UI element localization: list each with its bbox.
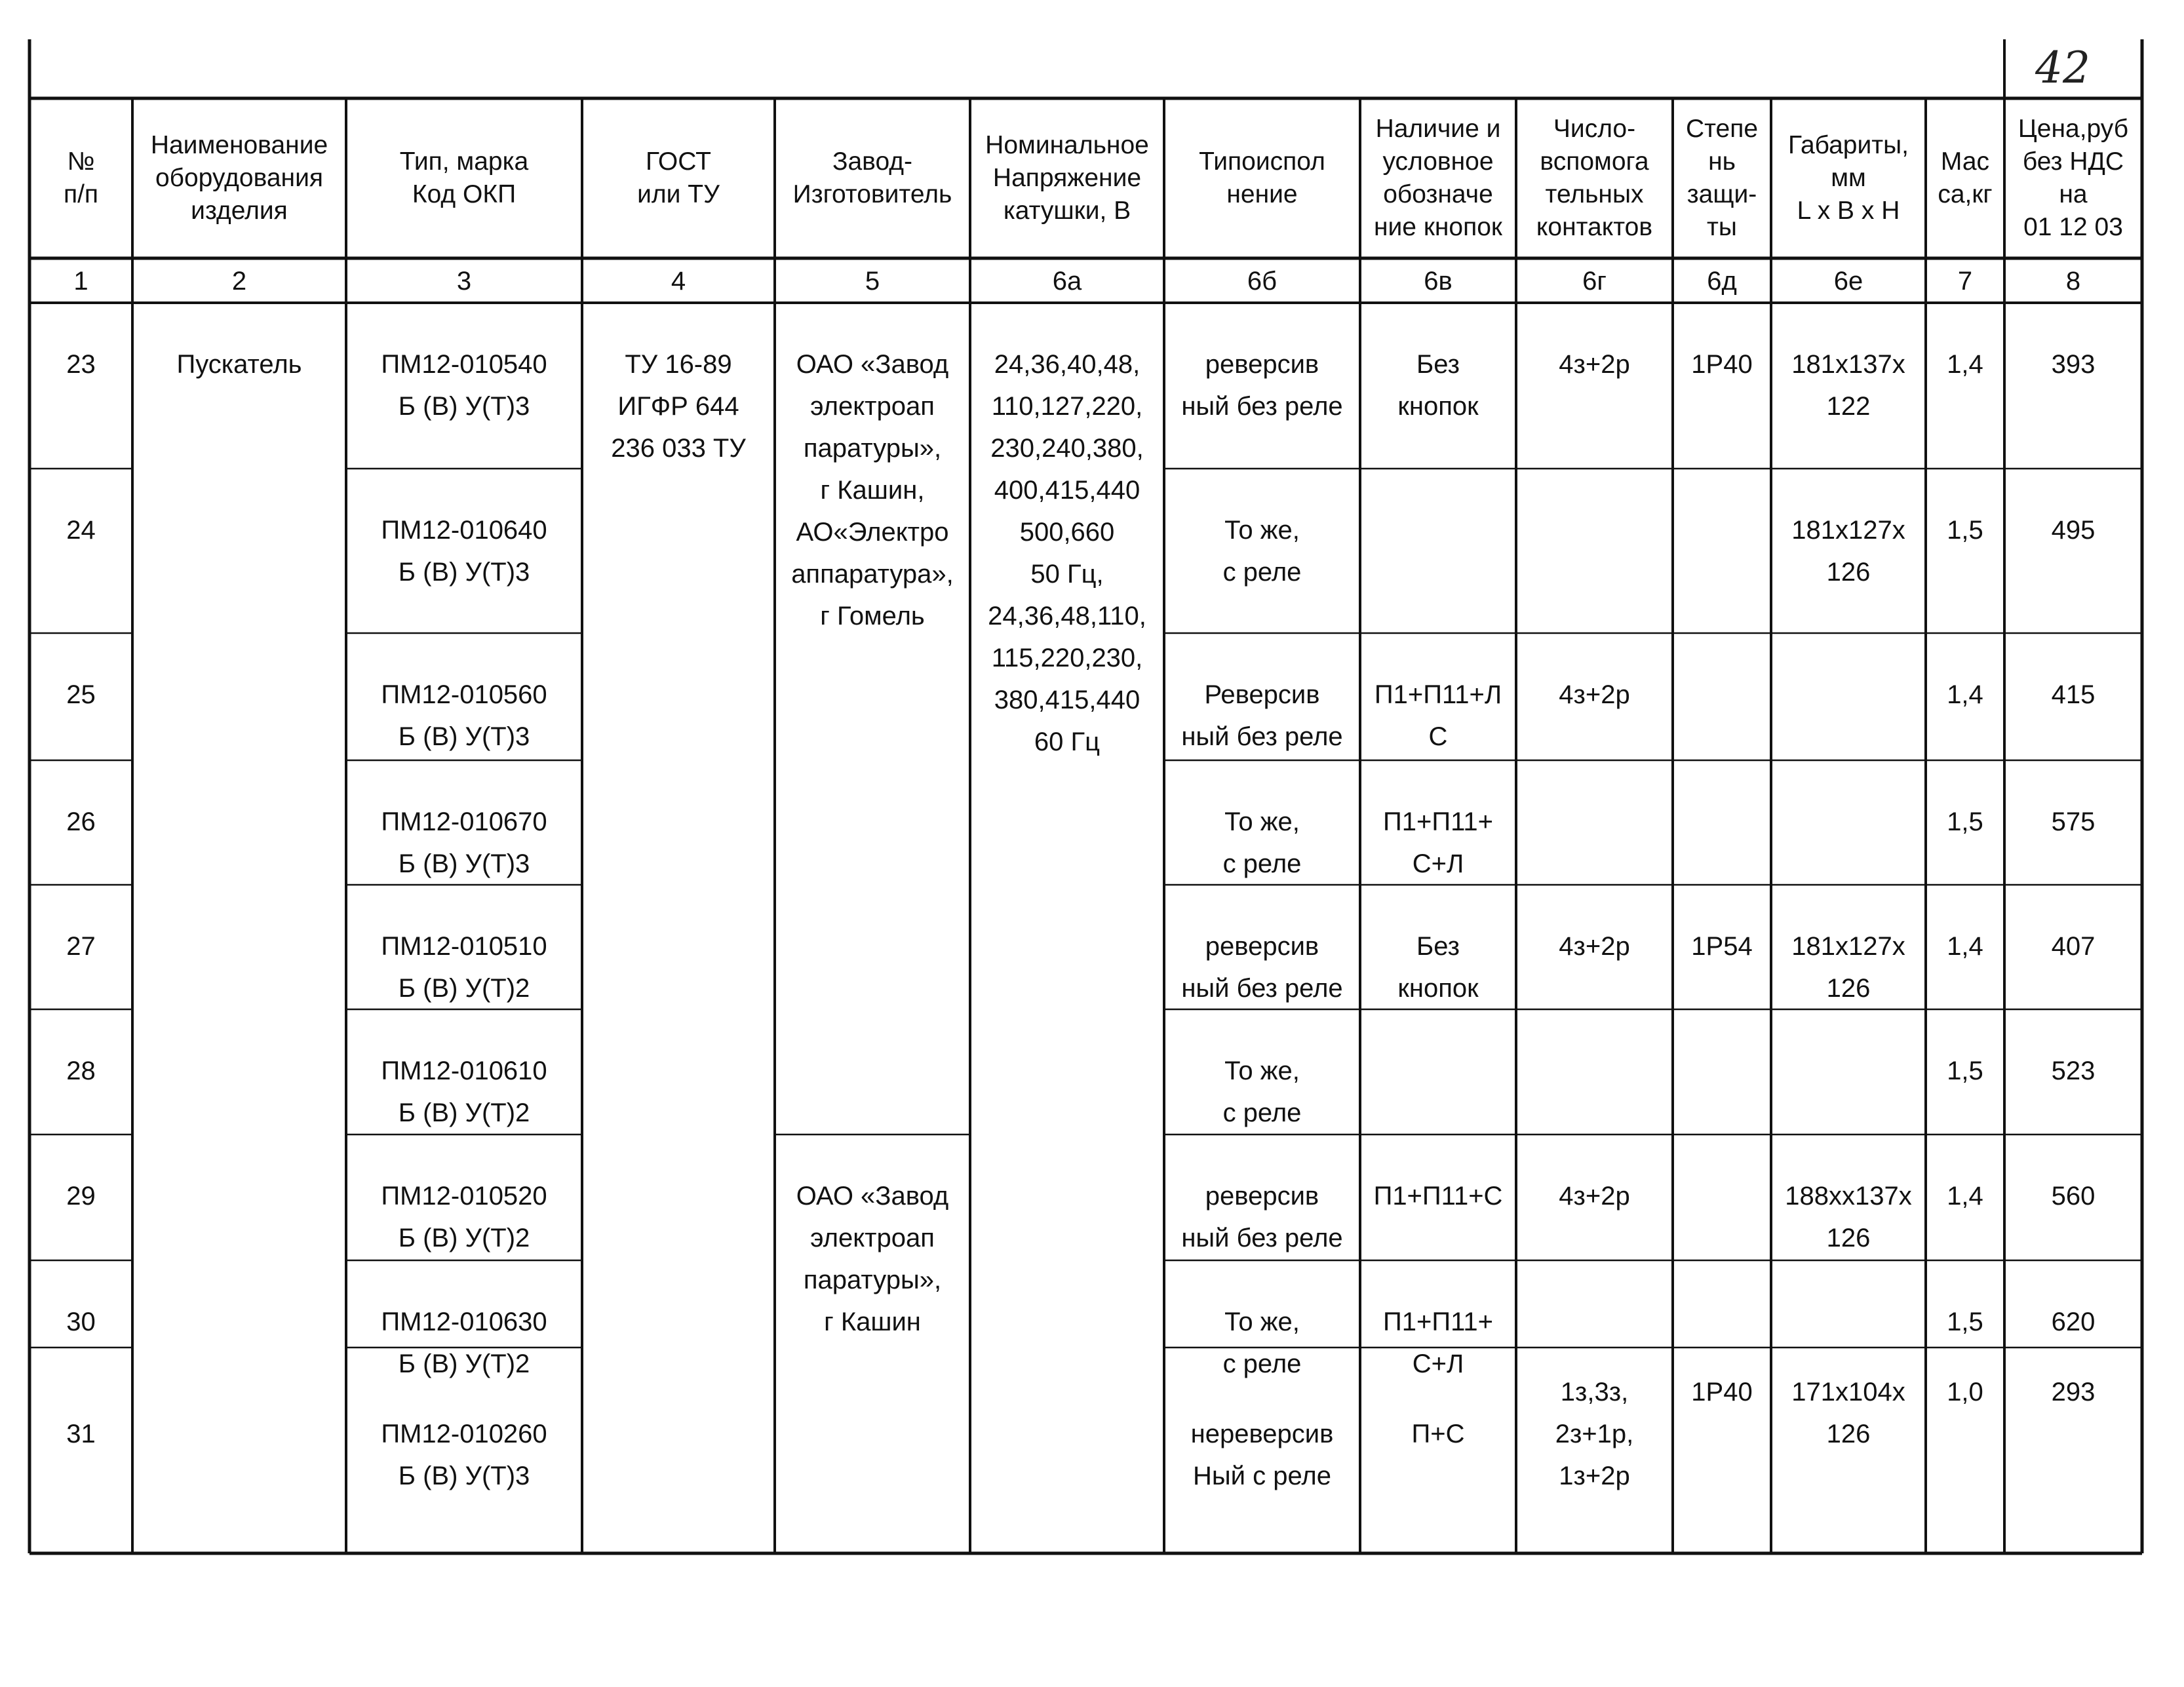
header-cell: Число- вспомога тельных контактов (1536, 115, 1653, 241)
buttons: П1+П11+ С+Л (1383, 807, 1493, 878)
buttons: П1+П11+С (1373, 1182, 1503, 1211)
type-code: ПМ12-010560 Б (В) У(Т)3 (381, 680, 547, 751)
buttons: П1+П11+Л С (1374, 680, 1502, 751)
execution: Реверсив ный без реле (1181, 680, 1343, 751)
row-number: 28 (66, 1057, 96, 1085)
execution: То же, с реле (1222, 516, 1302, 587)
price: 407 (2051, 932, 2096, 961)
column-number: 8 (2065, 267, 2081, 296)
mass: 1,4 (1947, 350, 1983, 379)
header-cell: Мас са,кг (1938, 147, 1993, 208)
row-number: 23 (66, 350, 96, 379)
row-number: 26 (66, 807, 96, 836)
page-number: 42 (2035, 43, 2090, 93)
mass: 1,5 (1947, 516, 1983, 545)
price: 575 (2051, 807, 2096, 836)
column-number: 1 (73, 267, 88, 296)
header-cell: Цена,руб без НДС на 01 12 03 (2018, 115, 2129, 241)
row-number: 31 (66, 1420, 96, 1448)
type-code: ПМ12-010540 Б (В) У(Т)3 (381, 350, 547, 421)
gost-tu: ТУ 16-89 ИГФР 644 236 033 ТУ (611, 350, 746, 463)
price: 495 (2051, 516, 2096, 545)
aux-contacts: 4з+2р (1559, 1182, 1630, 1211)
dimensions: 181х127х 126 (1791, 932, 1905, 1003)
column-number: 4 (671, 267, 686, 296)
price: 415 (2051, 680, 2096, 709)
dimensions: 181х127х 126 (1791, 516, 1905, 587)
dimensions: 171х104х 126 (1791, 1378, 1905, 1448)
price: 560 (2051, 1182, 2096, 1211)
header-cell: Тип, марка Код ОКП (399, 147, 529, 208)
column-number: 2 (231, 267, 247, 296)
price: 523 (2051, 1057, 2096, 1085)
protection-degree: 1Р54 (1691, 932, 1753, 961)
mass: 1,4 (1947, 680, 1983, 709)
row-number: 25 (66, 680, 96, 709)
header-cell: ГОСТ или ТУ (637, 147, 720, 208)
mass: 1,5 (1947, 1308, 1983, 1336)
row-number: 29 (66, 1182, 96, 1211)
execution: реверсив ный без реле (1181, 932, 1343, 1003)
header-cell: Степе нь защи- ты (1685, 115, 1759, 241)
header-cell: Наличие и условное обозначе ние кнопок (1373, 115, 1502, 241)
manufacturer: ОАО «Завод электроап паратуры», г Кашин, АО«Электро аппаратура», г Гомель (791, 350, 954, 630)
mass: 1,4 (1947, 932, 1983, 961)
execution: То же, с реле (1222, 807, 1302, 878)
type-code: ПМ12-010670 Б (В) У(Т)3 (381, 807, 547, 878)
aux-contacts: 4з+2р (1559, 680, 1630, 709)
execution: нереверсив Ный с реле (1190, 1420, 1334, 1490)
header-cell: № п/п (63, 147, 99, 208)
protection-degree: 1Р40 (1691, 1378, 1753, 1406)
type-code: ПМ12-010640 Б (В) У(Т)3 (381, 516, 547, 587)
header-cell: Наименование оборудования изделия (150, 131, 328, 225)
mass: 1,5 (1947, 1057, 1983, 1085)
price: 393 (2051, 350, 2096, 379)
header-cell: Габариты, мм L x B x H (1788, 131, 1909, 225)
buttons: Без кнопок (1397, 350, 1479, 421)
buttons: П1+П11+ С+Л (1383, 1308, 1493, 1378)
column-number: 6е (1833, 267, 1863, 296)
execution: То же, с реле (1222, 1308, 1302, 1378)
price: 620 (2051, 1308, 2096, 1336)
column-number: 6г (1582, 267, 1607, 296)
buttons: Без кнопок (1397, 932, 1479, 1003)
column-number: 6б (1247, 267, 1277, 296)
type-code: ПМ12-010610 Б (В) У(Т)2 (381, 1057, 547, 1127)
mass: 1,4 (1947, 1182, 1983, 1211)
row-number: 27 (66, 932, 96, 961)
mass: 1,5 (1947, 807, 1983, 836)
column-number: 6в (1424, 267, 1453, 296)
manufacturer: ОАО «Завод электроап паратуры», г Кашин (796, 1182, 949, 1336)
header-cell: Завод- Изготовитель (792, 147, 952, 208)
aux-contacts: 4з+2р (1559, 350, 1630, 379)
column-number: 3 (456, 267, 472, 296)
execution: реверсив ный без реле (1181, 1182, 1343, 1252)
dimensions: 181х137х 122 (1791, 350, 1905, 421)
type-code: ПМ12-010510 Б (В) У(Т)2 (381, 932, 547, 1003)
mass: 1,0 (1947, 1378, 1983, 1406)
type-code: ПМ12-010520 Б (В) У(Т)2 (381, 1182, 547, 1252)
column-number: 6а (1052, 267, 1082, 296)
column-number: 6д (1707, 267, 1737, 296)
header-cell: Типоиспол нение (1199, 147, 1325, 208)
dimensions: 188хх137х 126 (1785, 1182, 1912, 1252)
buttons: П+С (1411, 1420, 1465, 1448)
execution: То же, с реле (1222, 1057, 1302, 1127)
aux-contacts: 4з+2р (1559, 932, 1630, 961)
row-number: 24 (66, 516, 96, 545)
coil-voltage: 24,36,40,48, 110,127,220, 230,240,380, 400,415,440 500,660 50 Гц, 24,36,48,110, 115,220,230, 380,415,440 60 Гц (988, 350, 1146, 756)
price: 293 (2051, 1378, 2096, 1406)
type-code: ПМ12-010630 Б (В) У(Т)2 (381, 1308, 547, 1378)
header-cell: Номинальное Напряжение катушки, В (985, 131, 1149, 225)
execution: реверсив ный без реле (1181, 350, 1343, 421)
column-number: 5 (865, 267, 880, 296)
aux-contacts: 1з,3з, 2з+1р, 1з+2р (1555, 1378, 1634, 1490)
equipment-name: Пускатель (176, 350, 302, 379)
protection-degree: 1Р40 (1691, 350, 1753, 379)
row-number: 30 (66, 1308, 96, 1336)
column-number: 7 (1957, 267, 1973, 296)
type-code: ПМ12-010260 Б (В) У(Т)3 (381, 1420, 547, 1490)
